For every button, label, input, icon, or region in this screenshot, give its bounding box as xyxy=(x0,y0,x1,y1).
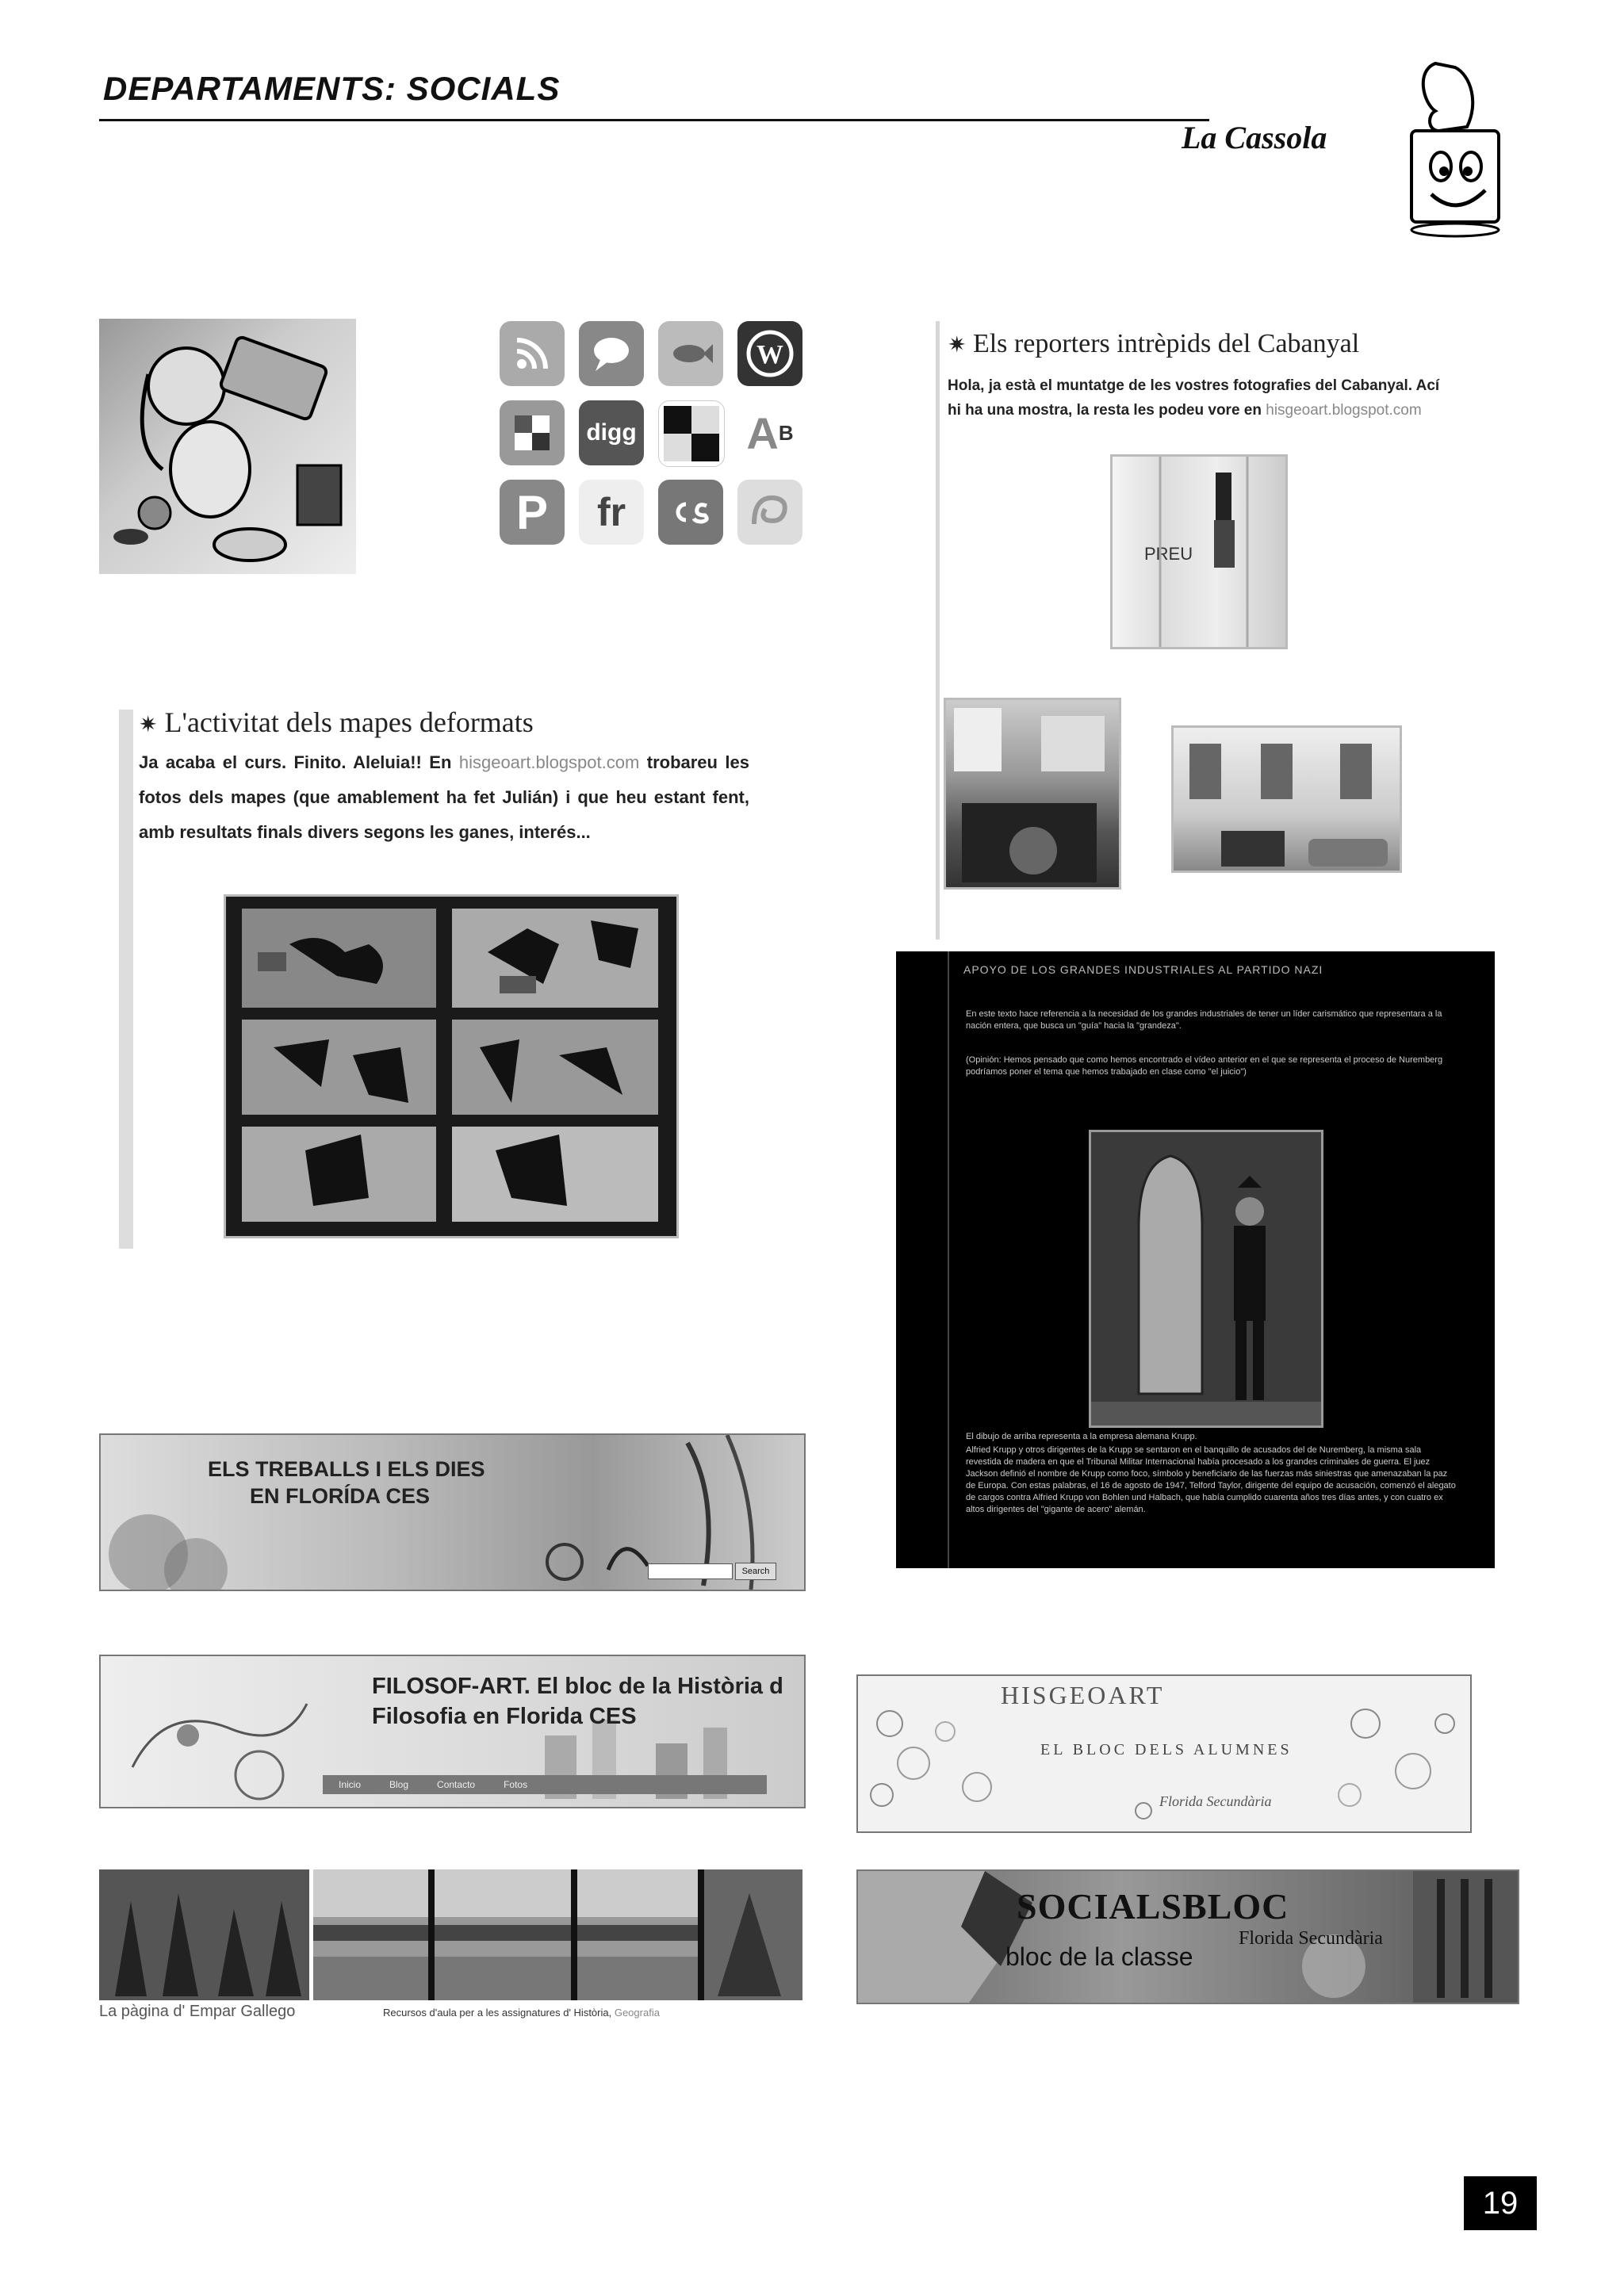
fish-icon[interactable] xyxy=(658,321,723,386)
banner3-title: HISGEOART xyxy=(1001,1681,1165,1709)
banner2-nav-inicio[interactable]: Inicio xyxy=(339,1779,362,1790)
banner1-search-button[interactable]: Search xyxy=(735,1563,776,1580)
rss-icon[interactable] xyxy=(500,321,565,386)
article-title: APOYO DE LOS GRANDES INDUSTRIALES AL PARTIDO NAZI xyxy=(963,963,1323,976)
cabanyal-photo-1 xyxy=(1110,454,1288,649)
banner1-search-input[interactable] xyxy=(648,1563,733,1579)
cabanyal-photo-3 xyxy=(1171,725,1402,873)
banner1-line1: ELS TREBALLS I ELS DIES xyxy=(208,1457,485,1481)
banner5-subtitle: Florida Secundària xyxy=(1239,1928,1383,1949)
banner3-foot: Florida Secundària xyxy=(1159,1793,1272,1809)
banner4-right-caption xyxy=(383,2007,660,2019)
star-icon: ✷ xyxy=(948,333,967,358)
header-rule xyxy=(99,119,1209,121)
swirl-icon[interactable] xyxy=(737,480,802,545)
page-title: DEPARTAMENTS: SOCIALS xyxy=(103,70,561,107)
article-p1: En este texto hace referencia a la necesidad de los grandes industriales de tener un líder carismático que representara a la nación entera, que busca un "guía" hacia la "grandeza". xyxy=(966,1009,1442,1031)
ab-sup-label: B xyxy=(778,420,794,445)
ab-label: A xyxy=(746,408,779,458)
banner4-left-caption: La pàgina d' Empar Gallego xyxy=(99,2003,296,2020)
article-rule xyxy=(948,951,949,1568)
squares-icon[interactable] xyxy=(658,400,725,467)
reporters-title xyxy=(948,329,1359,359)
banner-treballs-dies[interactable] xyxy=(99,1433,806,1591)
banner1-line2: EN FLORÍDA CES xyxy=(250,1484,431,1508)
p-icon[interactable] xyxy=(500,480,565,545)
lastfm-icon[interactable] xyxy=(658,480,723,545)
cabanyal-photo-2 xyxy=(944,698,1121,890)
cartoon-girl-image xyxy=(99,319,356,574)
p-label: P xyxy=(515,485,549,539)
maps-title xyxy=(139,706,757,739)
reporters-body: Hola, ja està el muntatge de les vostres fotografies del Cabanyal. Ací hi ha una mostra, la resta les podeu vore en xyxy=(948,377,1440,419)
banner-hisgeoart[interactable] xyxy=(856,1674,1472,1833)
svg-text:PREU: PREU xyxy=(1144,544,1193,564)
banner2-nav-blog[interactable]: Blog xyxy=(389,1779,409,1790)
maps-sidebar-bar xyxy=(119,710,133,1249)
star-icon: ✷ xyxy=(139,713,158,737)
maps-post xyxy=(139,706,757,850)
deformed-maps-photo xyxy=(224,894,679,1238)
maps-body-before: Ja acaba el curs. Finito. Aleluia!! En xyxy=(139,752,452,772)
digg-icon[interactable] xyxy=(579,400,644,465)
delicious-icon[interactable] xyxy=(500,400,565,465)
banner4-right-text: Recursos d'aula per a les assignatures d' Història, xyxy=(383,2007,612,2019)
banner4-tail: Geografia xyxy=(614,2007,660,2019)
article-p3: El dibujo de arriba representa a la empresa alemana Krupp. xyxy=(966,1432,1197,1441)
maps-text xyxy=(139,745,749,850)
maps-title-text: L'activitat dels mapes deformats xyxy=(164,706,534,738)
reporters-text xyxy=(948,373,1447,423)
reporters-post xyxy=(940,321,1455,939)
banner3-subtitle: EL BLOC DELS ALUMNES xyxy=(1040,1741,1293,1758)
banner2-line2: Filosofia en Florida CES xyxy=(372,1704,637,1729)
social-icons-grid xyxy=(500,321,809,559)
reporters-link[interactable]: hisgeoart.blogspot.com xyxy=(1266,402,1422,419)
banner2-nav-fotos[interactable]: Fotos xyxy=(504,1779,528,1790)
fr-icon[interactable] xyxy=(579,480,644,545)
page-number: 19 xyxy=(1464,2176,1537,2230)
reporters-title-text: Els reporters intrèpids del Cabanyal xyxy=(972,329,1360,358)
svg-text:W: W xyxy=(756,340,783,369)
banner-socialsbloc[interactable] xyxy=(856,1869,1519,2004)
digg-label: digg xyxy=(586,419,637,446)
banner2-line1: FILOSOF-ART. El bloc de la Història d xyxy=(372,1674,783,1699)
banner5-title: SOCIALSBLOC xyxy=(1017,1886,1289,1927)
banner-empar-gallego[interactable] xyxy=(99,1869,802,2024)
maps-link[interactable]: hisgeoart.blogspot.com xyxy=(458,752,640,772)
banner-filosof-art[interactable] xyxy=(99,1655,806,1808)
krupp-shell-photo xyxy=(1089,1130,1323,1428)
article-p2: (Opinión: Hemos pensado que como hemos encontrado el vídeo anterior en el que se representa el proceso de Nuremberg podríamos poner el tema que hemos trabajado en clase como "el juicio") xyxy=(966,1055,1443,1077)
ab-icon[interactable] xyxy=(737,400,802,465)
banner2-nav-contacto[interactable]: Contacto xyxy=(437,1779,476,1790)
banner5-tagline: bloc de la classe xyxy=(1005,1942,1193,1971)
chat-icon[interactable] xyxy=(579,321,644,386)
mascot-logo xyxy=(1392,55,1511,238)
brand-name: La Cassola xyxy=(1182,120,1327,155)
maps-body-after: trobareu les fotos dels mapes (que amablement ha fet Julián) i que heu estant fent, amb resultats finals divers segons les ganes, interés... xyxy=(139,752,749,842)
article-p4: Alfried Krupp y otros dirigentes de la Krupp se sentaron en el banquillo de acusados del de Nuremberg, la misma sala revestida de madera en que el Tribunal Militar Internacional había procesado a los grandes criminales de guerra. El juez Jackson definió el nombre de Krupp como foco, símbolo y beneficiario de las fuerzas más siniestras que amenazaban la paz de Europa. Con estas palabras, el 16 de agosto de 1947, Telford Taylor, dirigente del equipo de acusación, comenzó el alegato de cargos contra Alfried Krupp von Bohlen und Halbach, que había cumplido cuarenta años tres días antes, y con cuatro ex altos dirigentes del "gigante de acero" alemán. xyxy=(966,1445,1456,1514)
fr-label: fr xyxy=(596,490,626,534)
banner2-nav xyxy=(323,1775,767,1794)
wordpress-icon[interactable] xyxy=(737,321,802,386)
